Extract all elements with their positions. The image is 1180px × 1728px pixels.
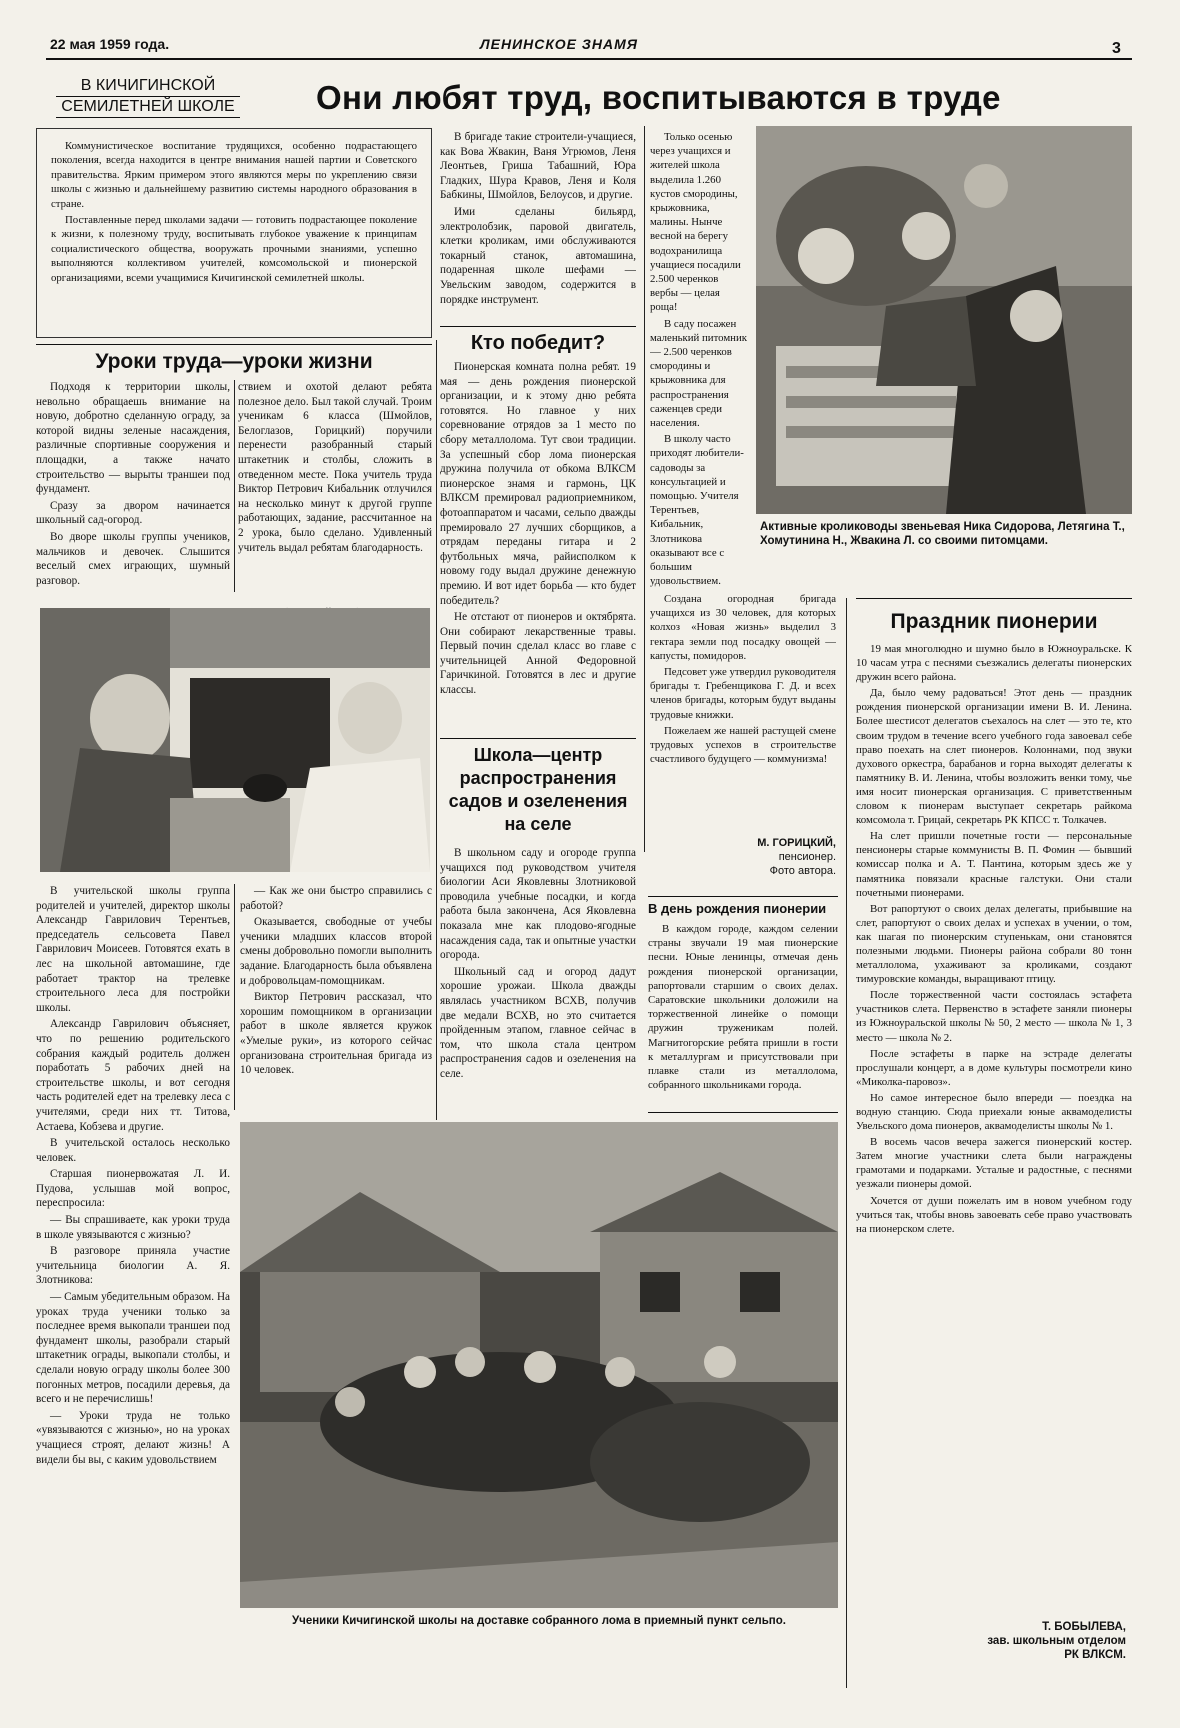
uroki-para: Оказывается, свободные от учебы ученики младших классов второй смены добровольно помогли выполнить задание. Благодарность была объявлена и добровольцам-помощникам. <box>240 916 432 987</box>
uroki-para: — Уроки труда не только «увязываются с жизнью», но на уроках учащиеся строят, делают жизнь! А видели бы вы, с каким удовольствием <box>36 1409 230 1466</box>
kto-title: Кто победит? <box>470 332 606 354</box>
page-headline: Они любят труд, воспитываются в труде <box>316 79 1001 116</box>
uroki-col2 <box>238 380 432 592</box>
intro-box <box>36 128 432 338</box>
shkola-title-line: распространения <box>459 768 617 788</box>
prazdnik-para: После торжественной части состоялась эстафета участников слета. Первенство в эстафете заняли пионеры из Южноуральской школы № 50, 2 место — школа № 1, 3 место — школа № 2. <box>856 989 1132 1044</box>
planting-signature <box>650 836 836 878</box>
uroki-para: Александр Гаврилович объясняет, что по решению родительского собрания каждый родитель должен поработать 5 рабочих дней на строительстве школы, и вот сегодня часть родителей едет на трелевку леса с учителями, среди них тт. Титова, Астаева, Кобзева и другие. <box>36 1018 230 1133</box>
uroki-col4 <box>240 884 432 1110</box>
uroki-para: В разговоре приняла участие учительница биологии А. Я. Злотникова: <box>36 1245 230 1287</box>
den-body <box>648 922 838 1108</box>
section-rule <box>440 738 636 739</box>
signature-role: пенсионер. <box>778 851 836 863</box>
rubric-line-1: В КИЧИГИНСКОЙ <box>56 76 240 97</box>
section-rule <box>648 1112 838 1113</box>
section-rule <box>856 598 1132 599</box>
brigade-para: В бригаде такие строители-учащиеся, как Вова Жвакин, Ваня Угрюмов, Леня Леонтьев, Гриша Табашний, Юра Гладких, Шура Кравов, Леня и Коля Бабкины, Шмойлов, Белоусов, и другие. <box>440 131 636 202</box>
uroki-para: Старшая пионервожатая Л. И. Пудова, услышав мой вопрос, переспросила: <box>36 1168 230 1210</box>
prazdnik-para: Хочется от души пожелать им в новом учебном году учиться так, чтобы вновь завоевать себе право участвовать на пионерском слете. <box>856 1194 1132 1235</box>
rubric-box <box>56 76 240 118</box>
signature-name: Т. БОБЫЛЕВА, <box>1042 1621 1126 1633</box>
planting-para: Создана огородная бригада учащихся из 30 человек, для которых колхоз «Новая жизнь» выделил 3 гектара земли под посадку овощей — капусты, помидоров. <box>650 593 836 662</box>
uroki-title: Уроки труда—уроки жизни <box>95 350 373 373</box>
uroki-para: В учительской школы группа родителей и учителей, директор школы Александр Гаврилович Терентьев, председатель сельсовета Павел Гаврилович Моисеев. Готовятся ехать в лес на школьной автомашине, где работает трактор на трелевке строительного леса для постройки школы. <box>36 885 230 1014</box>
den-para: В каждом городе, каждом селении страны звучали 19 мая пионерские песни. Юные ленинцы, отмечая день рождения пионерской организации, рапортовали старшим о своих делах. Саратовские школьники доложили на торжественной линейке о помощи дружин труженикам полей. Магнитогорские ребята пришли в гости к металлургам и присутствовали при плавке стали из металлолома, собранного школьниками города. <box>648 923 838 1092</box>
uroki-para: — Как же они быстро справились с работой? <box>240 885 432 912</box>
prazdnik-para: Да, было чему радоваться! Этот день — праздник рождения пионерской организации имени В. И. Ленина. Более шестисот делегатов съехалось на слет — это те, кто своим трудом в течение всего учебного года завоевал себе право поехать на слет пионеров. Колоннами, под звуки духового оркестра, барабанов и горна выходят делегаты к памятнику В. И. Ленина, чтобы возложить венки тому, чье имя носит пионерская организация. С приветственным словом к пионерам выступает секретарь райкома комсомола т. Грицай, секретарь РК КПСС т. Толкачев. <box>856 687 1132 827</box>
planting-para: Пожелаем же нашей растущей смене трудовых успехов в строительстве счастливого будущего — коммунизма! <box>650 724 836 766</box>
uroki-para: В учительской осталось несколько человек. <box>36 1137 230 1164</box>
section-rule <box>36 344 432 345</box>
shkola-title-line: садов и озеленения <box>448 791 628 811</box>
prazdnik-para: Но самое интересное было впереди — поездка на водную станцию. Сюда приехали юные аквамоделисты Увельского дома пионеров, аквамоделисты школы № 1. <box>856 1091 1132 1133</box>
metal-scrap-caption: Ученики Кичигинской школы на доставке собранного лома в приемный пункт сельпо. <box>292 1615 786 1627</box>
kto-body <box>440 360 636 730</box>
uroki-para: — Самым убедительным образом. На уроках труда ученики только за последнее время выкопали траншеи под фундамент школы, разобрали старый штакетник ограды, выкопали столбы, и сделали новую ограду школы более 300 погонных метров, посадили деревья, да всего и не перечислишь! <box>36 1291 230 1406</box>
metal-scrap-photo <box>240 1122 838 1608</box>
prazdnik-signature <box>856 1620 1126 1662</box>
column-rule <box>644 126 645 852</box>
prazdnik-para: Вот рапортуют о своих делах делегаты, прибывшие на слет, рапортуют о своих делах и успехах в учении, о том, как шагая по пионерским ступенькам, они становятся полезными людьми. Пионеры района собрали 80 тонн металлолома, ухаживают за кроликами, создают тимуровские команды, выращивают птицу. <box>856 902 1132 986</box>
prazdnik-para: В восемь часов вечера зажегся пионерский костер. Затем многие участники слета были награждены грамотами и подарками. Усталые и радостные, с песнями уезжали пионеры домой. <box>856 1136 1132 1191</box>
prazdnik-body <box>856 642 1132 1610</box>
uroki-para: Во дворе школы группы учеников, мальчиков и девочек. Слышится веселый смех играющих, шумный разговор. <box>36 530 230 587</box>
column-rule <box>234 380 235 592</box>
rabbits-caption: Активные кролиководы звеньевая Ника Сидорова, Летягина Т., Хомутинина Н., Жвакина Л. со своими питомцами. <box>760 521 1125 547</box>
brigade-para: Ими сделаны бильярд, электролобзик, паровой двигатель, клетки кроликам, ими обслуживаются токарный станок, автомашина, подаренная школе шефами — Увельским заводом, содержится в порядке инструмент. <box>440 205 636 306</box>
shkola-para: Школьный сад и огород дадут хорошие урожаи. Школа дважды являлась участником ВСХВ, получив две медали ВСХВ, но это считается пройденным этапом, главное сейчас в том, что школа стала центром распространения садов и озеленения на селе. <box>440 965 636 1080</box>
uroki-col3 <box>36 884 230 1604</box>
rabbits-photo <box>756 126 1132 514</box>
uroki-col1 <box>36 380 230 592</box>
uroki-para: Сразу за двором начинается школьный сад-огород. <box>36 499 230 527</box>
shkola-title-line: Школа—центр <box>473 745 603 765</box>
planting-para: В школу часто приходят любители-садоводы за консультацией и помощью. Учителя Терентьев, Кибальник, Злотникова оказывают все с большим удовольствием. <box>650 433 744 588</box>
crow-photo <box>40 608 430 872</box>
section-rule <box>648 896 838 897</box>
shkola-body <box>440 846 636 1110</box>
section-rule <box>440 326 636 327</box>
prazdnik-title: Праздник пионерии <box>890 610 1098 633</box>
intro-para: Коммунистическое воспитание трудящихся, особенно подрастающего поколения, всегда находится в центре внимания нашей партии и Советского правительства. Ярким примером этого являются меры по укреплению связи школы с жизнью и дальнейшему развитию системы народного образования в стране. <box>51 140 417 210</box>
prazdnik-para: После эстафеты в парке на эстраде делегаты прослушали концерт, а в доме культуры посмотрели кино «Миколка-паровоз». <box>856 1047 1132 1088</box>
masthead-date: 22 мая 1959 года. <box>50 36 170 52</box>
planting-para: В саду посажен маленький питомник — 2.500 черенков смородины и крыжовника для распространения саженцев среди населения. <box>650 317 747 430</box>
masthead-paper-name: ЛЕНИНСКОЕ ЗНАМЯ <box>480 36 638 52</box>
masthead-page-number: 3 <box>1112 40 1121 57</box>
den-title: В день рождения пионерии <box>648 901 827 916</box>
planting-para: Только осенью через учащихся и жителей школа выделила 1.260 кустов смородины, крыжовника, малины. Нынче весной на берегу водохранилища учащиеся посадили 2.500 черенков вербы — целая роща! <box>650 131 741 314</box>
uroki-para: Подходя к территории школы, невольно обращаешь внимание на новую, добротно сделанную ограду, за которой видны зеленые насаждения, различные спортивные сооружения и площадки, а также начато строительство — вырыты траншеи под фундамент. <box>36 381 230 496</box>
planting-para: Педсовет уже утвердил руководителя бригады т. Гребенщикова Г. Д. и всех членов бригады, которым будут выданы трудовые книжки. <box>650 666 836 721</box>
signature-role: РК ВЛКСМ. <box>1064 1649 1126 1661</box>
uroki-para: ствием и охотой делают ребята полезное дело. Был такой случай. Троим ученикам 6 класса (Шмойлов, Белоглазов, Горицкий) поручили перенести разобранный старый штакетник и столбы, сложить в отведенном месте. Пока учитель труда Виктор Петрович Кибальник отлучился на несколько минут к другой группе работающих, задание, рассчитанное на 2 урока, было сделано. Удивленный учитель выдал ребятам благодарность. <box>238 381 432 554</box>
rubric-line-2: СЕМИЛЕТНЕЙ ШКОЛЕ <box>56 97 240 118</box>
shkola-title <box>440 744 636 836</box>
shkola-para: В школьном саду и огороде группа учащихся под руководством учителя биологии Аси Яковлевны Злотниковой проводила учебные посадки, и когда работа была закончена, Ася Яковлевна показала мне как плодово-ягодные насаждения сада, так и опытные участки огорода. <box>440 847 636 962</box>
uroki-para: — Вы спрашиваете, как уроки труда в школе увязываются с жизнью? <box>36 1214 230 1241</box>
intro-para: Поставленные перед школами задачи — готовить подрастающее поколение к жизни, к полезному труду, воспитывать глубокое уважение к принципам социалистического общества, вооружать прочными знаниями, успешно выполняются коллективом учителей, комсомольской и пионерской организациями, всеми учащимися Кичигинской семилетней школы. <box>51 214 417 284</box>
column-rule <box>436 340 437 1120</box>
signature-photo-credit: Фото автора. <box>769 865 836 877</box>
brigade-column <box>440 130 636 320</box>
column-rule <box>846 598 847 1688</box>
uroki-para: Виктор Петрович рассказал, что хорошим помощником в организации работ в школе является кружок «Умелые руки», из которого сейчас организована строительная бригада из 10 человек. <box>240 991 432 1077</box>
signature-role: зав. школьным отделом <box>987 1635 1126 1647</box>
kto-para: Не отстают от пионеров и октябрята. Они собирают лекарственные травы. Первый почин сделал класс во главе с учительницей Анной Федоровной Гаричкиной. Готовятся в лес и другие классы. <box>440 611 636 697</box>
kto-para: Пионерская комната полна ребят. 19 мая — день рождения пионерской организации, и к этому дню ребята готовятся. Но главное у них соревнование отрядов за 1 место по сбору металлолома. Тут свои традиции. За успешный сбор лома пионерская дружина получила от обкома ВЛКСМ пионерское знамя и гармонь, ЦК ВЛКСМ премировал радиоприемником, фотоаппаратом и часами, сельпо дважды премировало 27 лучших сборщиков, а отрядам переданы гитара и 2 футбольных мяча, райисполком к новому году выдал дружине денежную премию. И вот идет борьба — кто будет победитель? <box>440 361 636 607</box>
signature-name: М. ГОРИЦКИЙ, <box>757 837 836 849</box>
masthead-rule <box>46 58 1132 60</box>
shkola-title-line: на селе <box>504 814 572 834</box>
prazdnik-para: На слет пришли почетные гости — персональные пенсионеры старые коммунисты В. П. Фомин — бывший комиссар полка и А. Т. Пантина, которым здесь же у памятника повязали красные галстуки. Они стали почетными пионерами. <box>856 830 1132 899</box>
column-rule <box>234 884 235 1110</box>
planting-column-wide <box>650 592 836 832</box>
prazdnik-para: 19 мая многолюдно и шумно было в Южноуральске. К 10 часам утра с песнями съезжались делегаты пионерских дружин всего района. <box>856 643 1132 684</box>
